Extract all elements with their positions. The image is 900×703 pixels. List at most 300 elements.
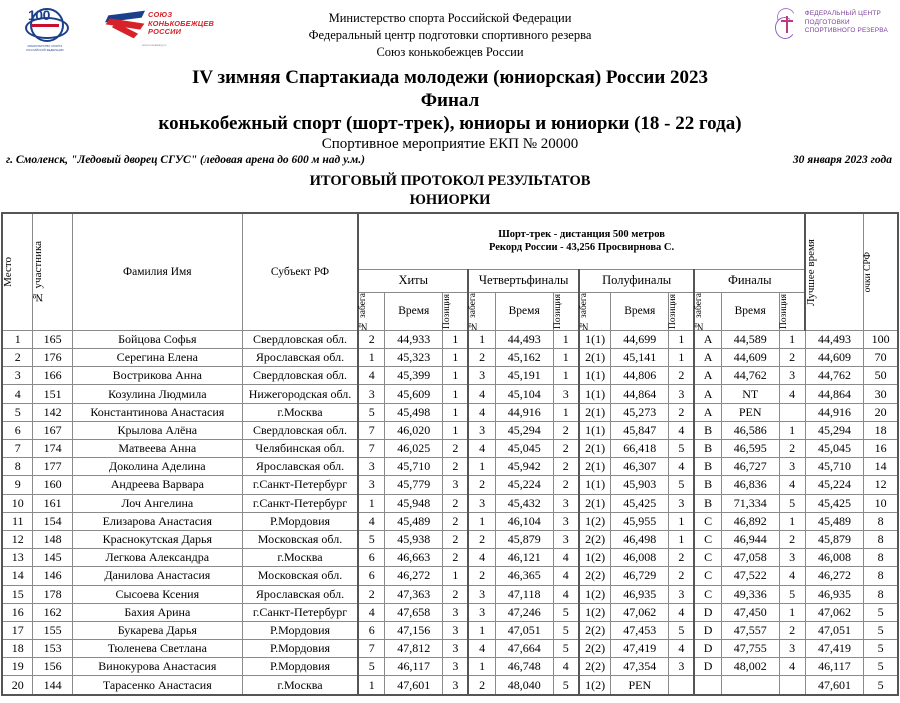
table-row[interactable]: [2, 676, 898, 695]
cell-best: 47,419: [805, 640, 864, 658]
cell-h-race: 5: [358, 530, 385, 548]
cell-q-time: 47,051: [495, 621, 553, 639]
cell-h-race: 2: [358, 330, 385, 348]
cell-s-race: 1(2): [579, 603, 611, 621]
cell-place: 20: [2, 676, 33, 695]
cell-place: 4: [2, 385, 33, 403]
col-header-subject: Субъект РФ: [242, 213, 358, 330]
cell-f-time: 47,755: [721, 640, 779, 658]
cell-q-pos: 1: [553, 349, 579, 367]
cell-place: 15: [2, 585, 33, 603]
cell-s-race: 1(2): [579, 676, 611, 695]
cell-s-race: 1(2): [579, 585, 611, 603]
table-row[interactable]: [2, 494, 898, 512]
cell-h-time: 47,601: [385, 676, 443, 695]
cell-h-pos: 3: [443, 603, 469, 621]
table-row[interactable]: [2, 440, 898, 458]
cell-s-race: 2(1): [579, 458, 611, 476]
subheader-heats-race-label: № забега: [358, 292, 369, 330]
cell-s-pos: 1: [669, 530, 695, 548]
cell-place: 19: [2, 658, 33, 676]
cell-f-race: B: [694, 494, 721, 512]
cell-q-race: 2: [468, 530, 495, 548]
col-header-place-label: Место: [2, 257, 14, 287]
table-row[interactable]: [2, 585, 898, 603]
cell-f-pos: 1: [779, 421, 805, 439]
table-row[interactable]: [2, 330, 898, 348]
subheader-sf-time: Время: [611, 292, 669, 330]
distance-meta-line1: Шорт-трек - дистанция 500 метров: [498, 229, 665, 241]
protocol-title: ИТОГОВЫЙ ПРОТОКОЛ РЕЗУЛЬТАТОВ: [309, 173, 591, 189]
cell-s-race: 2(2): [579, 658, 611, 676]
cell-num: 160: [33, 476, 72, 494]
ministry-line-2: Федеральный центр подготовки спортивного резерва: [308, 28, 592, 42]
protocol-category: ЮНИОРКИ: [409, 192, 491, 208]
group-header-heats: Хиты: [358, 269, 468, 292]
cell-f-race: B: [694, 476, 721, 494]
cell-q-race: 4: [468, 640, 495, 658]
cell-place: 17: [2, 621, 33, 639]
cell-q-time: 48,040: [495, 676, 553, 695]
cell-subj: Р.Мордовия: [242, 621, 358, 639]
cell-f-pos: 1: [779, 330, 805, 348]
cell-s-time: 47,453: [611, 621, 669, 639]
left-logo-group: [22, 6, 214, 52]
cell-q-race: 1: [468, 512, 495, 530]
cell-s-pos: 2: [669, 549, 695, 567]
cell-h-pos: 2: [443, 440, 469, 458]
cell-num: 161: [33, 494, 72, 512]
table-row[interactable]: [2, 640, 898, 658]
table-row[interactable]: [2, 421, 898, 439]
cell-q-time: 47,664: [495, 640, 553, 658]
cell-name: Козулина Людмила: [72, 385, 242, 403]
table-row[interactable]: [2, 458, 898, 476]
ministry-line-3: Союз конькобежцев России: [376, 45, 524, 59]
cell-h-race: 7: [358, 421, 385, 439]
cell-name: Доколина Аделина: [72, 458, 242, 476]
cell-subj: Ярославская обл.: [242, 458, 358, 476]
cell-subj: г.Санкт-Петербург: [242, 494, 358, 512]
cell-q-pos: 3: [553, 385, 579, 403]
cell-points: 8: [864, 585, 898, 603]
cell-h-pos: 2: [443, 530, 469, 548]
subheader-final-position: [779, 292, 805, 330]
cell-h-race: 6: [358, 621, 385, 639]
cell-q-time: 47,118: [495, 585, 553, 603]
cell-q-race: 2: [468, 676, 495, 695]
cell-h-time: 46,117: [385, 658, 443, 676]
cell-s-pos: 2: [669, 367, 695, 385]
cell-f-pos: 1: [779, 512, 805, 530]
cell-num: 154: [33, 512, 72, 530]
cell-f-race: A: [694, 367, 721, 385]
table-row[interactable]: [2, 549, 898, 567]
cell-q-race: 4: [468, 549, 495, 567]
subheader-qf-time: Время: [495, 292, 553, 330]
cell-s-pos: 1: [669, 512, 695, 530]
cell-q-time: 45,045: [495, 440, 553, 458]
masthead: [0, 0, 900, 62]
cell-h-race: 7: [358, 640, 385, 658]
cell-f-time: 47,450: [721, 603, 779, 621]
cell-subj: г.Москва: [242, 549, 358, 567]
cell-num: 144: [33, 676, 72, 695]
cell-f-pos: [779, 676, 805, 695]
cell-h-pos: 1: [443, 385, 469, 403]
cell-place: 6: [2, 421, 33, 439]
cell-name: Елизарова Анастасия: [72, 512, 242, 530]
cell-q-time: 45,224: [495, 476, 553, 494]
fcpsr-text: [805, 8, 888, 36]
table-row[interactable]: [2, 403, 898, 421]
cell-h-pos: 1: [443, 349, 469, 367]
cell-name: Легкова Александра: [72, 549, 242, 567]
cell-f-time: NT: [721, 385, 779, 403]
col-header-best-time: [805, 213, 864, 330]
cell-s-time: 45,903: [611, 476, 669, 494]
cell-name: Бахия Арина: [72, 603, 242, 621]
cell-best: 45,425: [805, 494, 864, 512]
cell-s-race: 2(1): [579, 349, 611, 367]
cell-q-time: 45,104: [495, 385, 553, 403]
cell-points: 70: [864, 349, 898, 367]
cell-h-race: 2: [358, 585, 385, 603]
cell-q-time: 47,246: [495, 603, 553, 621]
cell-q-pos: 1: [553, 367, 579, 385]
fcpsr-mark-icon: [775, 8, 801, 38]
cell-s-time: 44,806: [611, 367, 669, 385]
minsport-logo: [22, 6, 68, 52]
cell-h-time: 45,710: [385, 458, 443, 476]
cell-q-pos: 2: [553, 476, 579, 494]
cell-points: 8: [864, 549, 898, 567]
cell-f-time: 47,557: [721, 621, 779, 639]
cell-h-time: 44,933: [385, 330, 443, 348]
table-row[interactable]: [2, 476, 898, 494]
cell-place: 11: [2, 512, 33, 530]
cell-s-race: 1(1): [579, 421, 611, 439]
cell-s-race: 2(2): [579, 640, 611, 658]
cell-subj: Московская обл.: [242, 530, 358, 548]
cell-q-race: 4: [468, 403, 495, 421]
ministry-line-1: Министерство спорта Российской Федерации: [328, 11, 572, 25]
cell-h-race: 1: [358, 494, 385, 512]
cell-f-time: PEN: [721, 403, 779, 421]
cell-h-race: 4: [358, 603, 385, 621]
cell-h-time: 45,609: [385, 385, 443, 403]
cell-s-pos: 2: [669, 567, 695, 585]
cell-points: 5: [864, 640, 898, 658]
cell-q-race: 4: [468, 385, 495, 403]
cell-q-time: 45,162: [495, 349, 553, 367]
cell-f-pos: 5: [779, 585, 805, 603]
cell-subj: г.Санкт-Петербург: [242, 603, 358, 621]
table-row[interactable]: [2, 658, 898, 676]
cell-q-race: 3: [468, 367, 495, 385]
cell-points: 50: [864, 367, 898, 385]
col-header-name: Фамилия Имя: [72, 213, 242, 330]
cell-f-pos: 2: [779, 440, 805, 458]
cell-best: 44,864: [805, 385, 864, 403]
group-header-finals: Финалы: [694, 269, 805, 292]
cell-subj: Р.Мордовия: [242, 658, 358, 676]
subheader-final-time: Время: [721, 292, 779, 330]
group-header-semifinals: Полуфиналы: [579, 269, 695, 292]
cell-name: Вострикова Анна: [72, 367, 242, 385]
cell-f-pos: 3: [779, 458, 805, 476]
cell-q-time: 44,493: [495, 330, 553, 348]
cell-place: 12: [2, 530, 33, 548]
cell-best: 45,224: [805, 476, 864, 494]
cell-f-pos: 3: [779, 549, 805, 567]
cell-h-time: 46,020: [385, 421, 443, 439]
cell-subj: Свердловская обл.: [242, 367, 358, 385]
cell-s-race: 1(1): [579, 385, 611, 403]
cell-f-time: 71,334: [721, 494, 779, 512]
cell-name: Крылова Алёна: [72, 421, 242, 439]
cell-points: 8: [864, 512, 898, 530]
cell-name: Андреева Варвара: [72, 476, 242, 494]
cell-q-race: 2: [468, 567, 495, 585]
cell-best: 46,008: [805, 549, 864, 567]
col-header-points-label: очки СРФ: [863, 251, 874, 293]
skating-union-line2: КОНЬКОБЕЖЦЕВ: [148, 18, 215, 28]
cell-q-pos: 2: [553, 421, 579, 439]
cell-q-time: 45,879: [495, 530, 553, 548]
cell-f-pos: 3: [779, 367, 805, 385]
cell-h-pos: 3: [443, 621, 469, 639]
cell-place: 7: [2, 440, 33, 458]
cell-q-time: 45,432: [495, 494, 553, 512]
cell-q-time: 46,365: [495, 567, 553, 585]
table-row[interactable]: [2, 349, 898, 367]
cell-q-pos: 1: [553, 403, 579, 421]
table-row[interactable]: [2, 530, 898, 548]
cell-h-pos: 3: [443, 640, 469, 658]
cell-q-pos: 3: [553, 530, 579, 548]
subheader-qf-race-label: № забега: [468, 292, 479, 330]
cell-f-race: C: [694, 567, 721, 585]
minsport-anniversary-number: 100: [28, 7, 50, 23]
cell-best: 46,117: [805, 658, 864, 676]
cell-h-time: 45,489: [385, 512, 443, 530]
cell-h-time: 45,498: [385, 403, 443, 421]
cell-s-pos: 4: [669, 421, 695, 439]
cell-points: 8: [864, 567, 898, 585]
cell-points: 18: [864, 421, 898, 439]
subheader-sf-position-label: Позиция: [668, 293, 679, 329]
cell-points: 30: [864, 385, 898, 403]
cell-s-race: 2(1): [579, 494, 611, 512]
event-date: 30 января 2023 года: [792, 154, 892, 166]
cell-s-pos: 5: [669, 440, 695, 458]
cell-f-race: D: [694, 621, 721, 639]
cell-name: Букарева Дарья: [72, 621, 242, 639]
distance-meta-line2: Рекорд России - 43,256 Просвирнова С.: [489, 242, 675, 254]
cell-best: 46,272: [805, 567, 864, 585]
cell-h-pos: 2: [443, 549, 469, 567]
cell-points: 5: [864, 676, 898, 695]
subheader-heats-position-label: Позиция: [442, 293, 453, 329]
results-body: [2, 330, 898, 694]
table-row[interactable]: [2, 367, 898, 385]
cell-q-pos: 4: [553, 658, 579, 676]
cell-f-race: B: [694, 421, 721, 439]
subheader-heats-time: Время: [385, 292, 443, 330]
cell-points: 5: [864, 621, 898, 639]
cell-h-race: 7: [358, 440, 385, 458]
cell-subj: Р.Мордовия: [242, 640, 358, 658]
cell-name: Винокурова Анастасия: [72, 658, 242, 676]
cell-f-time: 46,586: [721, 421, 779, 439]
cell-num: 178: [33, 585, 72, 603]
cell-subj: Свердловская обл.: [242, 421, 358, 439]
cell-q-race: 3: [468, 494, 495, 512]
cell-f-race: C: [694, 549, 721, 567]
skating-union-logo: [106, 6, 214, 52]
cell-h-race: 1: [358, 676, 385, 695]
cell-h-pos: 1: [443, 367, 469, 385]
cell-q-pos: 5: [553, 640, 579, 658]
cell-s-time: 45,273: [611, 403, 669, 421]
cell-q-time: 46,748: [495, 658, 553, 676]
cell-h-pos: 3: [443, 476, 469, 494]
cell-best: 44,609: [805, 349, 864, 367]
minsport-caption: МИНИСТЕРСТВО СПОРТА РОССИЙСКОЙ ФЕДЕРАЦИИ: [26, 45, 64, 52]
cell-subj: Ярославская обл.: [242, 585, 358, 603]
cell-num: 153: [33, 640, 72, 658]
cell-q-time: 44,916: [495, 403, 553, 421]
cell-f-race: D: [694, 640, 721, 658]
fcpsr-line1: ФЕДЕРАЛЬНЫЙ ЦЕНТР: [804, 10, 881, 17]
cell-name: Сысоева Ксения: [72, 585, 242, 603]
cell-best: 45,879: [805, 530, 864, 548]
cell-f-race: D: [694, 603, 721, 621]
cell-f-pos: 4: [779, 476, 805, 494]
cell-subj: г.Москва: [242, 403, 358, 421]
cell-q-pos: 2: [553, 458, 579, 476]
cell-q-pos: 2: [553, 440, 579, 458]
cell-h-race: 6: [358, 567, 385, 585]
cell-q-race: 3: [468, 585, 495, 603]
event-stage: Финал: [420, 90, 480, 111]
cell-h-time: 47,156: [385, 621, 443, 639]
skating-union-line3: РОССИИ: [148, 27, 182, 37]
cell-num: 151: [33, 385, 72, 403]
subheader-final-position-label: Позиция: [778, 293, 789, 329]
cell-s-time: 46,498: [611, 530, 669, 548]
cell-q-time: 45,942: [495, 458, 553, 476]
cell-s-pos: [669, 676, 695, 695]
table-row[interactable]: [2, 512, 898, 530]
cell-f-race: C: [694, 530, 721, 548]
cell-q-pos: 4: [553, 585, 579, 603]
cell-points: 5: [864, 658, 898, 676]
cell-s-race: 1(1): [579, 330, 611, 348]
cell-f-pos: 3: [779, 640, 805, 658]
cell-s-time: 45,955: [611, 512, 669, 530]
cell-s-race: 2(2): [579, 530, 611, 548]
cell-s-race: 2(1): [579, 440, 611, 458]
cell-h-race: 5: [358, 658, 385, 676]
cell-s-race: 1(1): [579, 367, 611, 385]
cell-f-race: A: [694, 349, 721, 367]
cell-f-race: B: [694, 440, 721, 458]
subheader-heats-position: [443, 292, 469, 330]
cell-q-race: 3: [468, 603, 495, 621]
cell-f-time: 44,589: [721, 330, 779, 348]
cell-f-pos: 2: [779, 530, 805, 548]
cell-s-time: 47,062: [611, 603, 669, 621]
cell-best: 44,762: [805, 367, 864, 385]
cell-f-pos: 2: [779, 621, 805, 639]
cell-place: 8: [2, 458, 33, 476]
cell-h-race: 3: [358, 458, 385, 476]
cell-f-pos: 2: [779, 349, 805, 367]
cell-h-pos: 2: [443, 585, 469, 603]
cell-s-time: 45,847: [611, 421, 669, 439]
venue-location: г. Смоленск, "Ледовый дворец СГУС" (ледовая арена до 600 м над у.м.): [6, 154, 365, 166]
cell-best: 45,045: [805, 440, 864, 458]
table-row[interactable]: [2, 603, 898, 621]
cell-h-race: 4: [358, 367, 385, 385]
cell-s-time: 47,354: [611, 658, 669, 676]
event-title: IV зимняя Спартакиада молодежи (юниорская) России 2023: [191, 67, 709, 88]
subheader-sf-race-label: № забега: [578, 292, 589, 330]
cell-f-time: 44,609: [721, 349, 779, 367]
cell-h-time: 47,363: [385, 585, 443, 603]
cell-num: 145: [33, 549, 72, 567]
cell-s-pos: 4: [669, 640, 695, 658]
title-block: [0, 62, 900, 154]
cell-place: 16: [2, 603, 33, 621]
cell-q-time: 45,294: [495, 421, 553, 439]
table-row[interactable]: [2, 385, 898, 403]
group-header-quarterfinals: Четвертьфиналы: [468, 269, 578, 292]
subheader-qf-position-label: Позиция: [552, 293, 563, 329]
cell-f-race: C: [694, 585, 721, 603]
cell-num: 142: [33, 403, 72, 421]
cell-s-time: 66,418: [611, 440, 669, 458]
cell-h-pos: 1: [443, 403, 469, 421]
cell-s-time: 44,864: [611, 385, 669, 403]
cell-s-pos: 5: [669, 476, 695, 494]
subheader-final-race: [694, 292, 721, 330]
cell-best: 44,493: [805, 330, 864, 348]
cell-num: 166: [33, 367, 72, 385]
cell-num: 156: [33, 658, 72, 676]
minsport-red-bar: [31, 24, 59, 27]
cell-s-pos: 3: [669, 585, 695, 603]
cell-h-pos: 2: [443, 494, 469, 512]
cell-best: 45,710: [805, 458, 864, 476]
cell-f-time: 46,727: [721, 458, 779, 476]
table-row[interactable]: [2, 567, 898, 585]
cell-name: Константинова Анастасия: [72, 403, 242, 421]
cell-s-pos: 1: [669, 330, 695, 348]
cell-h-time: 45,938: [385, 530, 443, 548]
cell-h-time: 46,272: [385, 567, 443, 585]
cell-f-pos: 1: [779, 603, 805, 621]
cell-h-race: 4: [358, 512, 385, 530]
cell-s-pos: 1: [669, 349, 695, 367]
cell-subj: Р.Мордовия: [242, 512, 358, 530]
cell-s-race: 2(1): [579, 403, 611, 421]
cell-best: 47,601: [805, 676, 864, 695]
table-row[interactable]: [2, 621, 898, 639]
cell-f-time: [721, 676, 779, 695]
